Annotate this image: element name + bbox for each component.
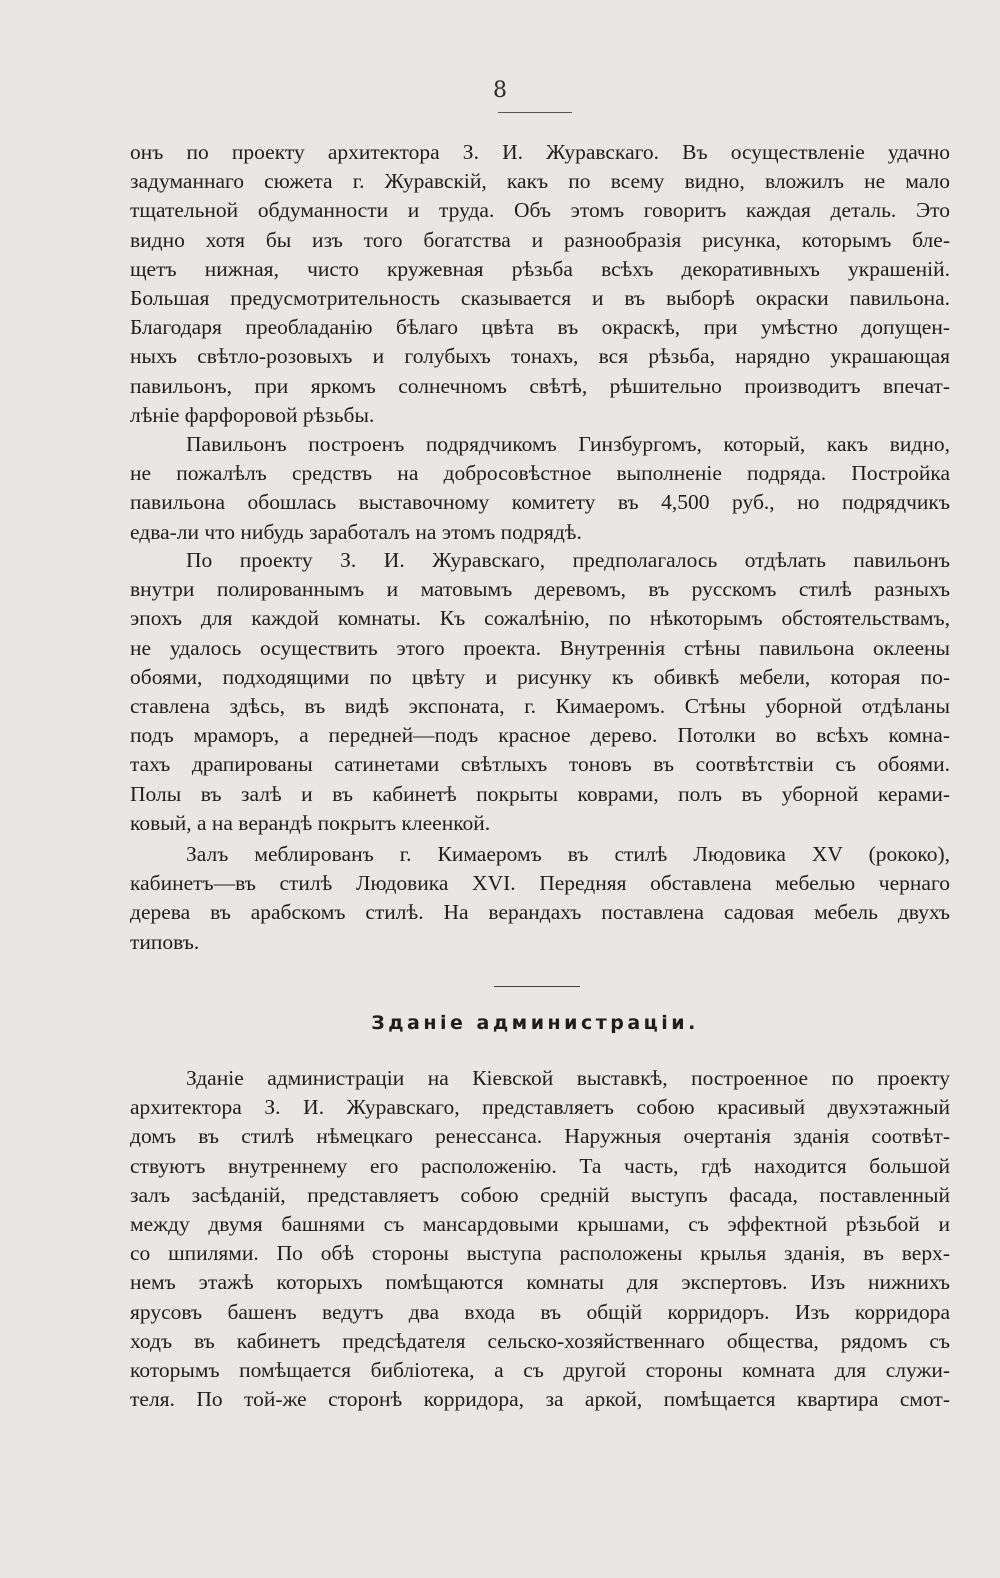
paragraph-3 — [130, 546, 950, 838]
text-line: которымъ помѣщается библіотека, а съ другой стороны комната для служи- — [130, 1358, 950, 1383]
text-line: лѣніе фарфоровой рѣзьбы. — [130, 402, 375, 427]
text-line: онъ по проекту архитектора З. И. Журавскаго. Въ осуществленіе удачно — [130, 140, 950, 164]
text-line: не пожалѣлъ средствъ на добросовѣстное выполненіе подряда. Постройка — [130, 461, 950, 486]
text-line: ныхъ свѣтло-розовыхъ и голубыхъ тонахъ, вся рѣзьба, нарядно украшающая — [130, 344, 950, 369]
text-line: павильона обошлась выставочному комитету въ 4,500 руб., но подрядчикъ — [130, 490, 950, 515]
text-line: не удалось осуществить этого проекта. Внутреннія стѣны павильона оклеены — [130, 635, 950, 660]
section-heading: Зданіе администраціи. — [371, 1012, 699, 1034]
text-line: архитектора З. И. Журавскаго, представляетъ собою красивый двухэтажный — [130, 1095, 950, 1120]
page-number-rule — [498, 112, 572, 113]
text-line: павильонъ, при яркомъ солнечномъ свѣтѣ, рѣшительно производитъ впечат- — [130, 373, 950, 398]
paragraph-5 — [130, 1064, 950, 1414]
text-line: едва-ли что нибудь заработалъ на этомъ подрядѣ. — [130, 519, 582, 544]
paragraph-1 — [130, 138, 950, 430]
section-divider — [494, 986, 580, 987]
text-line: видно хотя бы изъ того богатства и разнообразія рисунка, которымъ бле- — [130, 227, 950, 252]
text-line: теля. По той-же сторонѣ корридора, за аркой, помѣщается квартира смот- — [130, 1387, 950, 1412]
text-line: обоями, подходящими по цвѣту и рисунку къ обивкѣ мебели, которая по- — [130, 664, 950, 689]
text-line: эпохъ для каждой комнаты. Къ сожалѣнію, по нѣкоторымъ обстоятельствамъ, — [130, 606, 950, 631]
text-line: ствуютъ внутреннему его расположенію. Та часть, гдѣ находится большой — [130, 1153, 950, 1178]
text-line: Благодаря преобладанію бѣлаго цвѣта въ окраскѣ, при умѣстно допущен- — [130, 315, 950, 340]
text-line: внутри полированнымъ и матовымъ деревомъ, въ русскомъ стилѣ разныхъ — [130, 577, 950, 602]
text-line: Зданіе администраціи на Кіевской выставкѣ, построенное по проекту — [186, 1066, 950, 1090]
text-line: По проекту З. И. Журавскаго, предполагалось отдѣлать павильонъ — [186, 548, 950, 572]
text-line: домъ въ стилѣ нѣмецкаго ренессанса. Наружныя очертанія зданія соотвѣт- — [130, 1124, 950, 1149]
text-line: дерева въ арабскомъ стилѣ. На верандахъ поставлена садовая мебель двухъ — [130, 900, 950, 925]
paragraph-2 — [130, 430, 950, 547]
text-line: Павильонъ построенъ подрядчикомъ Гинзбургомъ, который, какъ видно, — [186, 432, 950, 456]
text-line: задуманнаго сюжета г. Журавскій, какъ по всему видно, вложилъ не мало — [130, 169, 950, 194]
text-line: немъ этажѣ которыхъ помѣщаются комнаты для экспертовъ. Изъ нижнихъ — [130, 1270, 950, 1295]
text-line: щетъ нижная, чисто кружевная рѣзьба всѣхъ декоративныхъ украшеній. — [130, 256, 950, 281]
text-line: ярусовъ башенъ ведутъ два входа въ общій корридоръ. Изъ корридора — [130, 1299, 950, 1324]
text-line: кабинетъ—въ стилѣ Людовика XVI. Передняя обставлена мебелью чернаго — [130, 871, 950, 896]
text-line: типовъ. — [130, 929, 200, 954]
text-line: между двумя башнями съ мансардовыми крышами, съ эффектной рѣзьбой и — [130, 1212, 950, 1237]
text-line: со шпилями. По обѣ стороны выступа расположены крылья зданія, въ верх- — [130, 1241, 950, 1266]
text-line: Залъ меблированъ г. Кимаеромъ въ стилѣ Людовика XV (рококо), — [186, 842, 950, 866]
text-line: тахъ драпированы сатинетами свѣтлыхъ тоновъ въ соотвѣтствіи съ обоями. — [130, 752, 950, 777]
text-line: тщательной обдуманности и труда. Объ этомъ говоритъ каждая деталь. Это — [130, 198, 950, 223]
page-number: 8 — [493, 78, 507, 103]
text-line: Полы въ залѣ и въ кабинетѣ покрыты коврами, полъ въ уборной керами- — [130, 781, 950, 806]
paragraph-4 — [130, 840, 950, 957]
text-line: ставлена здѣсь, въ видѣ экспоната, г. Кимаеромъ. Стѣны уборной отдѣланы — [130, 694, 950, 719]
text-line: Большая предусмотрительность сказывается и въ выборѣ окраски павильона. — [130, 286, 950, 311]
text-line: залъ засѣданій, представляетъ собою средній выступъ фасада, поставленный — [130, 1182, 950, 1207]
text-line: ковый, а на верандѣ покрытъ клеенкой. — [130, 810, 491, 835]
text-line: ходъ въ кабинетъ предсѣдателя сельско-хозяйственнаго общества, рядомъ съ — [130, 1328, 950, 1353]
page-number-container — [0, 78, 1000, 104]
text-line: подъ мраморъ, а передней—подъ красное дерево. Потолки во всѣхъ комна- — [130, 723, 950, 748]
